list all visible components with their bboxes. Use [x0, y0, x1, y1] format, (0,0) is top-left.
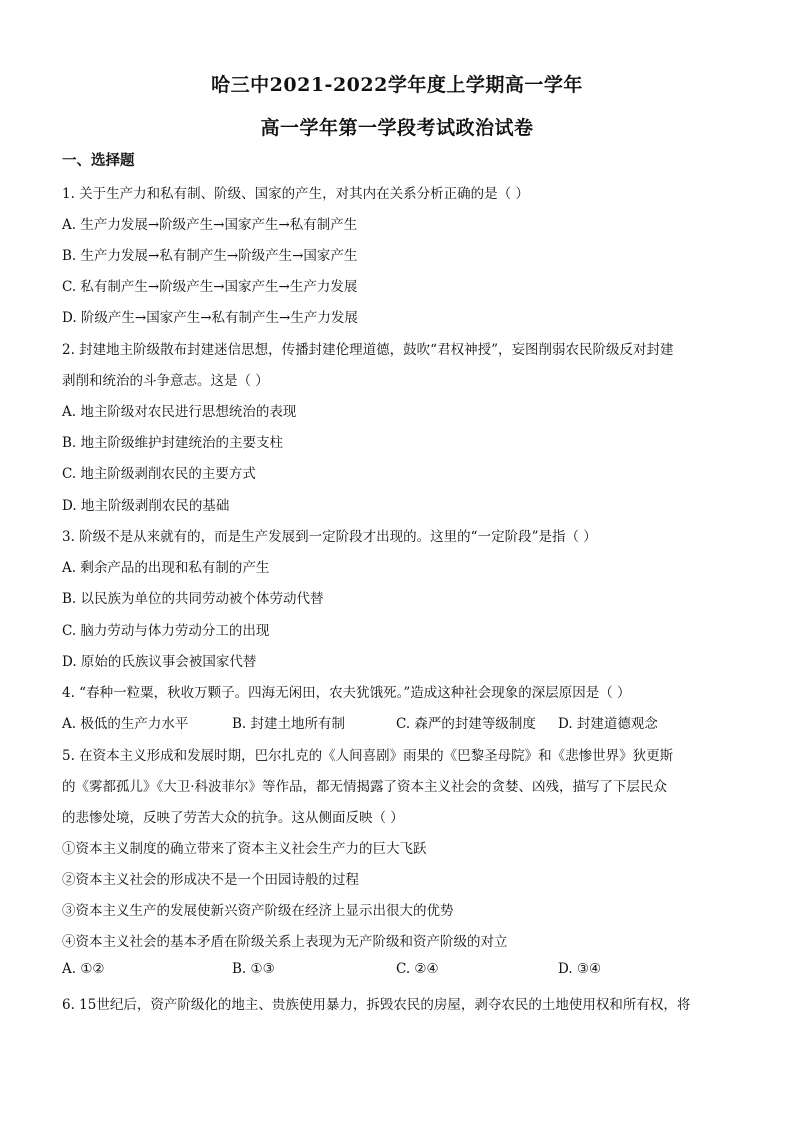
q1-option-d: D. 阶级产生→国家产生→私有制产生→生产力发展: [62, 310, 358, 326]
q3-option-c: C. 脑力劳动与体力劳动分工的出现: [62, 623, 270, 639]
section-title: 一、选择题: [62, 152, 135, 169]
q5-statement-3: ③资本主义生产的发展使新兴资产阶级在经济上显示出很大的优势: [62, 903, 454, 919]
q2-stem-line2: 剥削和统治的斗争意志。这是（ ）: [62, 373, 269, 389]
exam-title-line2: 高一学年第一学段考试政治试卷: [260, 117, 534, 139]
q5-statement-4: ④资本主义社会的基本矛盾在阶级关系上表现为无产阶级和资产阶级的对立: [62, 934, 508, 950]
q5-option-a: A. ①②: [62, 961, 105, 977]
q4-stem: 4. “春种一粒粟，秋收万颗子。四海无闲田，农夫犹饿死。”造成这种社会现象的深层原因是（ ）: [62, 685, 631, 701]
exam-title-line1: 哈三中2021-2022学年度上学期高一学年: [211, 74, 583, 96]
q2-option-a: A. 地主阶级对农民进行思想统治的表现: [62, 404, 297, 420]
q2-option-c: C. 地主阶级剥削农民的主要方式: [62, 466, 256, 482]
q4-option-b: B. 封建土地所有制: [232, 716, 346, 732]
q3-option-b: B. 以民族为单位的共同劳动被个体劳动代替: [62, 591, 324, 607]
q2-stem-line1: 2. 封建地主阶级散布封建迷信思想，传播封建伦理道德，鼓吹“君权神授”，妄图削弱农民阶级反对封建: [62, 342, 674, 358]
q6-stem-line1: 6. 15世纪后，资产阶级化的地主、贵族使用暴力，拆毁农民的房屋，剥夺农民的土地使用权和所有权，将: [62, 997, 691, 1013]
q5-option-b: B. ①③: [232, 961, 275, 977]
q3-option-d: D. 原始的氏族议事会被国家代替: [62, 654, 257, 670]
q3-stem: 3. 阶级不是从来就有的，而是生产发展到一定阶段才出现的。这里的“一定阶段”是指（ ）: [62, 529, 597, 545]
q5-statement-2: ②资本主义社会的形成决不是一个田园诗般的过程: [62, 872, 359, 888]
q4-option-c: C. 森严的封建等级制度: [396, 716, 536, 732]
q5-stem-line1: 5. 在资本主义形成和发展时期，巴尔扎克的《人间喜剧》雨果的《巴黎圣母院》和《悲惨世界》狄更斯: [62, 748, 674, 764]
q2-option-d: D. 地主阶级剥削农民的基础: [62, 498, 230, 514]
q5-stem-line3: 的悲惨处境，反映了劳苦大众的抗争。这从侧面反映（ ）: [62, 810, 404, 826]
q1-option-a: A. 生产力发展→阶级产生→国家产生→私有制产生: [62, 217, 358, 233]
q2-option-b: B. 地主阶级维护封建统治的主要支柱: [62, 435, 284, 451]
q1-stem: 1. 关于生产力和私有制、阶级、国家的产生，对其内在关系分析正确的是（ ）: [62, 186, 529, 202]
q4-option-d: D. 封建道德观念: [558, 716, 658, 732]
q1-option-b: B. 生产力发展→私有制产生→阶级产生→国家产生: [62, 248, 358, 264]
q4-option-a: A. 极低的生产力水平: [62, 716, 189, 732]
q5-option-c: C. ②④: [396, 961, 439, 977]
q5-stem-line2: 的《雾都孤儿》《大卫·科波菲尔》等作品，都无情揭露了资本主义社会的贪婪、凶残，描写了下层民众: [62, 779, 668, 795]
q1-option-c: C. 私有制产生→阶级产生→国家产生→生产力发展: [62, 279, 358, 295]
q5-option-d: D. ③④: [558, 961, 602, 977]
q5-statement-1: ①资本主义制度的确立带来了资本主义社会生产力的巨大飞跃: [62, 841, 427, 857]
q3-option-a: A. 剩余产品的出现和私有制的产生: [62, 560, 270, 576]
